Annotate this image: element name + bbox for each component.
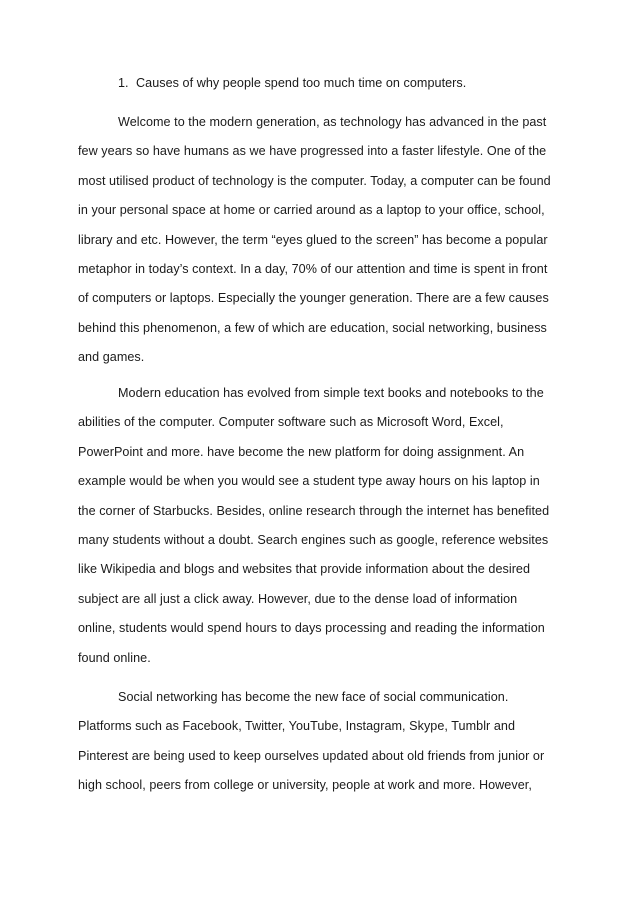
- paragraph-line: and games.: [78, 350, 145, 365]
- paragraph-line: abilities of the computer. Computer software such as Microsoft Word, Excel,: [78, 415, 504, 430]
- paragraph-education: [78, 385, 568, 679]
- paragraph-line: Welcome to the modern generation, as technology has advanced in the past: [118, 115, 547, 129]
- paragraph-line: few years so have humans as we have progressed into a faster lifestyle. One of the: [78, 144, 547, 159]
- paragraph-line: like Wikipedia and blogs and websites that provide information about the desired: [78, 562, 531, 577]
- paragraph-line: found online.: [78, 650, 151, 665]
- paragraph-line: example would be when you would see a student type away hours on his laptop in: [78, 474, 540, 489]
- paragraph-line: metaphor in today’s context. In a day, 70% of our attention and time is spent in front: [78, 261, 548, 276]
- heading-number: 1.: [118, 76, 129, 90]
- paragraph-line: PowerPoint and more. have become the new platform for doing assignment. An: [78, 444, 525, 459]
- paragraph-line: Platforms such as Facebook, Twitter, YouTube, Instagram, Skype, Tumblr and: [78, 719, 516, 734]
- paragraph-line: Social networking has become the new face of social communication.: [118, 690, 509, 704]
- paragraph-line: Pinterest are being used to keep ourselves updated about old friends from junior or: [78, 748, 545, 763]
- paragraph-line: many students without a doubt. Search engines such as google, reference websites: [78, 532, 549, 547]
- paragraph-line: online, students would spend hours to days processing and reading the information: [78, 621, 545, 636]
- paragraph-line: in your personal space at home or carried around as a laptop to your office, school,: [78, 203, 545, 218]
- paragraph-line: behind this phenomenon, a few of which are education, social networking, business: [78, 320, 547, 335]
- paragraph-line: of computers or laptops. Especially the younger generation. There are a few causes: [78, 291, 549, 306]
- paragraph-line: Modern education has evolved from simple text books and notebooks to the: [118, 386, 544, 400]
- paragraph-social-networking: [78, 689, 568, 807]
- heading-text: Causes of why people spend too much time on computers.: [136, 76, 467, 90]
- paragraph-line: the corner of Starbucks. Besides, online research through the internet has benefited: [78, 503, 550, 518]
- paragraph-introduction: [78, 114, 568, 379]
- paragraph-line: most utilised product of technology is the computer. Today, a computer can be found: [78, 173, 551, 188]
- paragraph-line: subject are all just a click away. However, due to the dense load of information: [78, 591, 518, 606]
- paragraph-line: library and etc. However, the term “eyes glued to the screen” has become a popular: [78, 232, 548, 247]
- paragraph-line: high school, peers from college or university, people at work and more. However,: [78, 778, 532, 793]
- section-heading: [118, 76, 466, 90]
